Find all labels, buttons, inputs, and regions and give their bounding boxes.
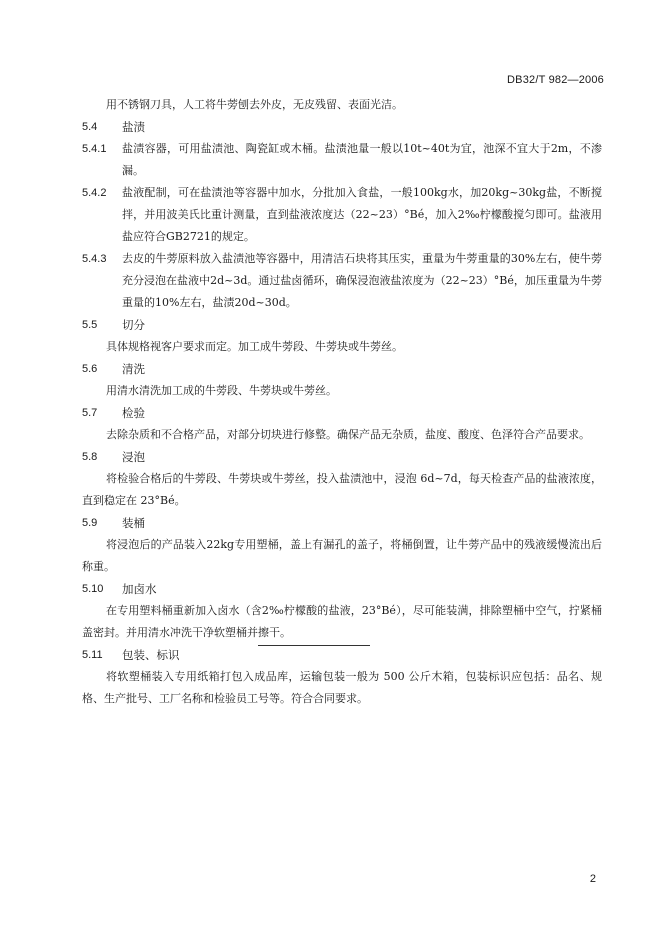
clause-number: 5.4.3 (82, 253, 107, 265)
section-title: 盐渍 (122, 120, 145, 134)
clause-number: 5.4.2 (82, 187, 107, 199)
section-5-4-heading (82, 116, 602, 138)
section-number: 5.6 (82, 363, 98, 375)
end-rule-divider (258, 645, 370, 646)
section-number: 5.5 (82, 319, 98, 331)
intro-paragraph: 用不锈钢刀具，人工将牛蒡刨去外皮，无皮残留、表面光洁。 (106, 98, 403, 111)
section-5-10-heading (82, 578, 602, 600)
section-number: 5.4 (82, 121, 98, 133)
clause-5-4-3 (82, 248, 602, 314)
section-5-6-heading (82, 358, 602, 380)
section-title: 检验 (122, 406, 145, 420)
section-5-9-heading (82, 512, 602, 534)
section-title: 清洗 (122, 362, 145, 376)
section-title: 浸泡 (122, 450, 145, 464)
clause-5-4-2 (82, 182, 602, 248)
section-title: 切分 (122, 318, 145, 332)
section-5-6-text: 用清水清洗加工成的牛蒡段、牛蒡块或牛蒡丝。 (106, 384, 337, 397)
section-number: 5.9 (82, 517, 98, 529)
section-5-5-heading (82, 314, 602, 336)
section-5-11-heading (82, 644, 602, 666)
section-5-7-text: 去除杂质和不合格产品，对部分切块进行修整。确保产品无杂质，盐度、酸度、色泽符合产品要求。 (106, 428, 590, 441)
clause-number: 5.4.1 (82, 143, 107, 155)
section-number: 5.11 (82, 649, 103, 661)
section-title: 加卤水 (122, 582, 157, 596)
clause-text: 盐渍容器，可用盐渍池、陶瓷缸或木桶。盐渍池量一般以10t~40t为宜，池深不宜大于2m，不渗漏。 (122, 142, 602, 177)
document-body (82, 94, 602, 710)
section-5-5-text: 具体规格视客户要求而定。加工成牛蒡段、牛蒡块或牛蒡丝。 (106, 340, 403, 353)
section-number: 5.7 (82, 407, 98, 419)
clause-5-4-1 (82, 138, 602, 182)
section-5-10-text: 在专用塑料桶重新加入卤水（含2‰柠檬酸的盐液，23°Bé），尽可能装满，排除塑桶中空气，拧紧桶盖密封。并用清水冲洗干净软塑桶并擦干。 (82, 604, 602, 639)
section-number: 5.8 (82, 451, 98, 463)
page-number: 2 (589, 873, 596, 885)
section-title: 装桶 (122, 516, 145, 530)
clause-text: 盐液配制，可在盐渍池等容器中加水，分批加入食盐，一般100kg水，加20kg~30kg盐，不断搅拌，并用波美氏比重计测量，直到盐液浓度达（22~23）°Bé，加入2‰柠檬酸搅匀即可。盐液用盐应符合GB2721的规定。 (122, 186, 602, 243)
section-5-11-text: 将软塑桶装入专用纸箱打包入成品库，运输包装一般为 500 公斤木箱，包装标识应包括：品名、规格、生产批号、工厂名称和检验员工号等。符合合同要求。 (82, 670, 602, 705)
section-5-8-text: 将检验合格后的牛蒡段、牛蒡块或牛蒡丝，投入盐渍池中，浸泡 6d~7d，每天检查产品的盐液浓度，直到稳定在 23°Bé。 (82, 472, 602, 507)
document-code: DB32/T 982—2006 (507, 74, 604, 86)
clause-text: 去皮的牛蒡原料放入盐渍池等容器中，用清洁石块将其压实，重量为牛蒡重量的30%左右，使牛蒡充分浸泡在盐液中2d~3d。通过盐卤循环，确保浸泡液盐浓度为（22~23）°Bé，加压重量为牛蒡重量的10%左右，盐渍20d~30d。 (122, 252, 602, 309)
section-5-9-text: 将浸泡后的产品装入22kg专用塑桶，盖上有漏孔的盖子，将桶倒置，让牛蒡产品中的残液缓慢流出后称重。 (82, 538, 602, 573)
section-title: 包装、标识 (122, 648, 180, 662)
section-5-8-heading (82, 446, 602, 468)
section-5-7-heading (82, 402, 602, 424)
section-number: 5.10 (82, 583, 104, 595)
